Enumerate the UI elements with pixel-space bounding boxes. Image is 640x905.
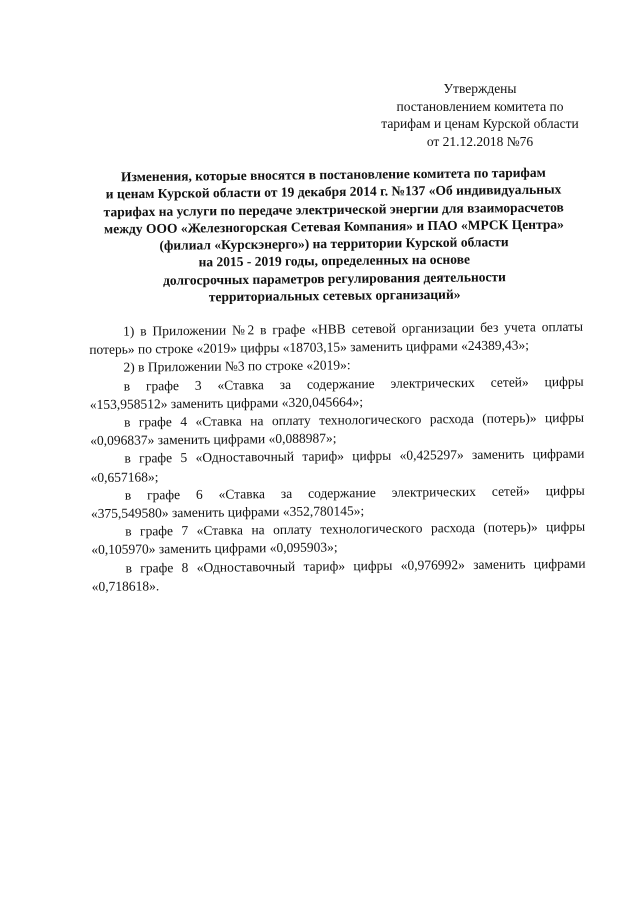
item-continuation-line: «0,105970» заменить цифрами «0,095903»;: [91, 539, 338, 558]
amendment-item: [91, 554, 585, 596]
amendment-item: [90, 372, 584, 414]
approval-line: постановлением комитета по: [396, 98, 564, 114]
heading-line: и ценам Курской области от 19 декабря 2014 г. №137 «Об индивидуальных: [105, 181, 562, 202]
heading-line: (филиал «Курскэнерго») на территории Курской области: [159, 234, 509, 254]
heading-line: тарифах на услуги по передаче электрической энергии для взаиморасчетов: [103, 199, 564, 220]
item-continuation-line: «0,657168»;: [90, 468, 159, 485]
amendment-item: [90, 445, 584, 487]
heading-line: на 2015 - 2019 годы, определенных на основе: [198, 252, 471, 270]
approval-line: тарифам и ценам Курской области: [381, 116, 579, 131]
approval-block: [360, 80, 600, 150]
item-first-line: в графе 3 «Ставка за содержание электрических сетей» цифры: [123, 373, 584, 394]
amendment-item: [89, 318, 583, 360]
item-first-line: в графе 8 «Одноставочный тариф» цифры «0,976992» заменить цифрами: [125, 555, 586, 576]
item-continuation-line: «0,718618».: [91, 578, 160, 594]
item-first-line: в графе 4 «Ставка на оплату технологического расхода (потерь)» цифры: [123, 409, 585, 430]
item-continuation-line: потерь» по строке «2019» цифры «18703,15» заменить цифрами «24389,43»;: [89, 337, 530, 358]
document-body: [89, 318, 586, 596]
item-first-line: в графе 7 «Ставка на оплату технологического расхода (потерь)» цифры: [125, 519, 586, 539]
amendment-item: [91, 482, 585, 524]
heading-line: территориальных сетевых организаций»: [208, 286, 461, 305]
item-first-line: в графе 6 «Ставка за содержание электрических сетей» цифры: [124, 482, 585, 503]
heading-line: между ООО «Железногорская Сетевая Компания» и ПАО «МРСК Центра»: [103, 216, 564, 237]
amendment-item: [91, 518, 585, 560]
item-first-line: в графе 5 «Одноставочный тариф» цифры «0,425297» заменить цифрами: [124, 446, 585, 467]
amendment-item: [90, 409, 584, 451]
approval-line: Утверждены: [443, 81, 517, 96]
item-first-line: 2) в Приложении №3 по строке «2019»:: [123, 357, 351, 376]
heading-line: долгосрочных параметров регулирования деятельности: [162, 268, 506, 288]
heading-line: Изменения, которые вносятся в постановление комитета по тарифам: [120, 164, 546, 185]
document-heading: [84, 163, 583, 307]
item-continuation-line: «153,958512» заменить цифрами «320,045664»;: [89, 393, 364, 412]
item-continuation-line: «0,096837» заменить цифрами «0,088987»;: [90, 430, 337, 449]
approval-date-line: от 21.12.2018 №76: [426, 133, 534, 149]
item-first-line: 1) в Приложении №2 в графе «НВВ сетевой организации без учета оплаты: [123, 318, 584, 339]
item-continuation-line: «375,549580» заменить цифрами «352,780145»;: [90, 503, 365, 522]
